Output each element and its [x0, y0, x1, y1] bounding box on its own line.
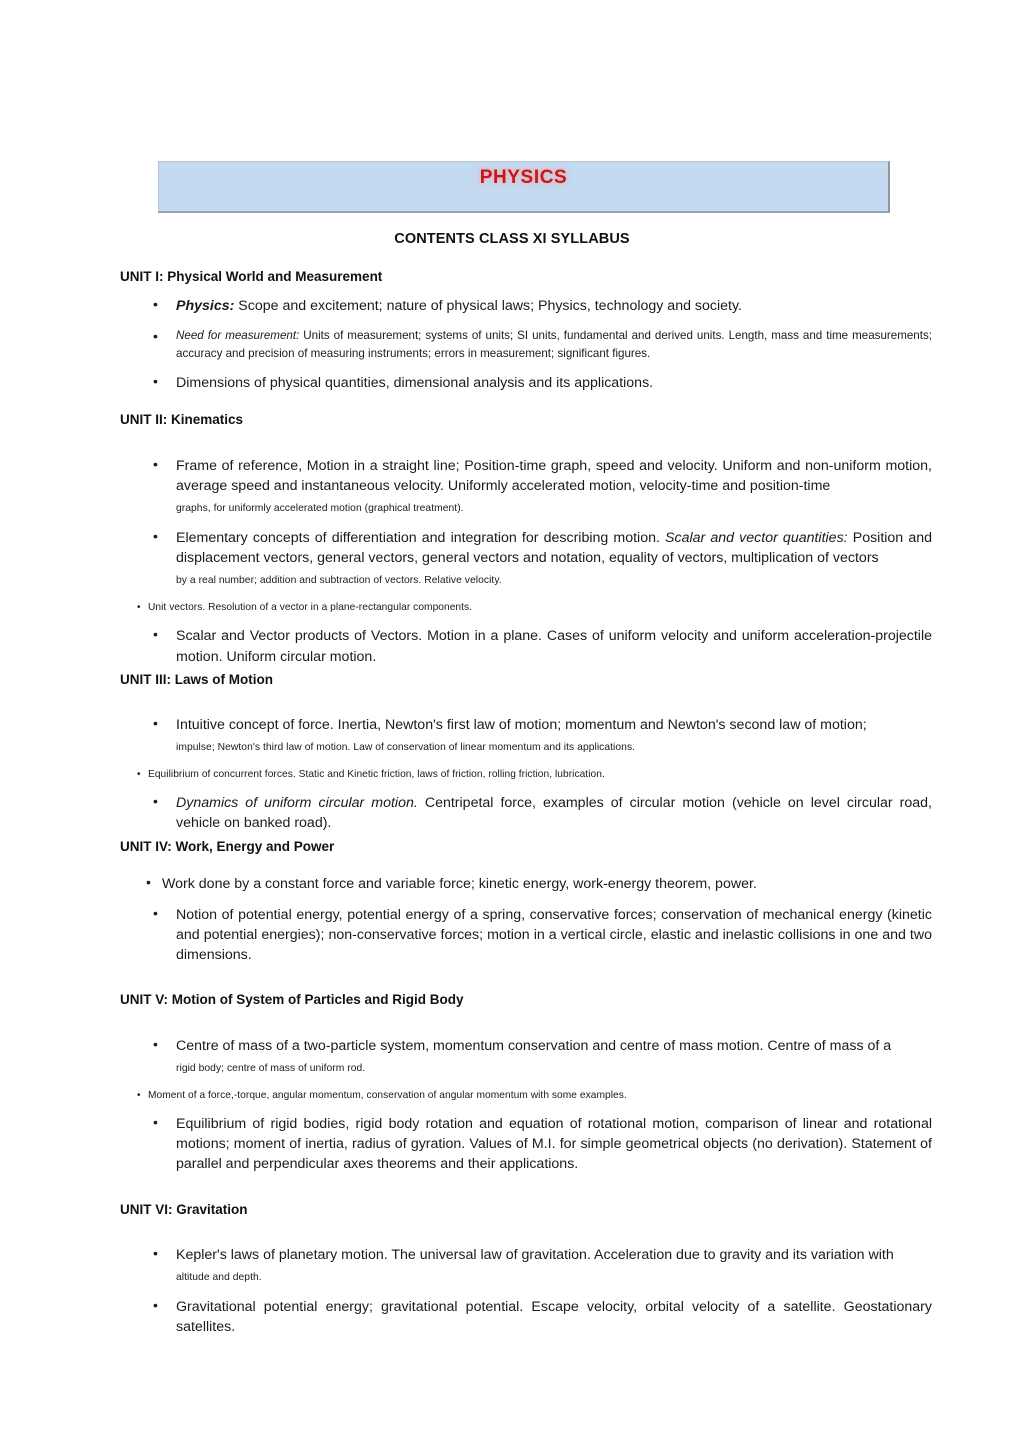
spacer: [120, 1175, 932, 1201]
bullet-text: Units of measurement; systems of units; SI units, fundamental and derived units. Length, mass and time measurements; accuracy and precision of measuring instruments; errors in measurement; significant figures.: [176, 329, 932, 360]
spacer: [120, 362, 932, 373]
bullet-lead-term: Physics:: [176, 298, 235, 315]
syllabus-bullet: [120, 1114, 932, 1174]
unit-bullet-list: [120, 456, 932, 667]
syllabus-bullet: [120, 1088, 932, 1103]
spacer: [120, 589, 932, 600]
unit-heading: UNIT IV: Work, Energy and Power: [120, 838, 335, 854]
bullet-continuation: impulse; Newton's third law of motion. Law of conservation of linear momentum and its applications.: [176, 742, 636, 754]
bullet-continuation: by a real number; addition and subtraction of vectors. Relative velocity.: [176, 575, 502, 587]
page-subtitle: CONTENTS CLASS XI SYLLABUS: [394, 231, 630, 247]
bullet-lead-term: Need for measurement:: [176, 329, 300, 343]
unit-heading: UNIT VI: Gravitation: [120, 1201, 248, 1217]
unit-heading: UNIT II: Kinematics: [120, 412, 244, 428]
bullet-lead-term: Scalar and vector quantities:: [665, 529, 848, 546]
spacer: [120, 1010, 932, 1036]
spacer: [120, 1286, 932, 1297]
bullet-text: Dimensions of physical quantities, dimensional analysis and its applications.: [176, 375, 654, 392]
unit-bullet-list: [120, 715, 932, 834]
syllabus-bullet: [120, 1297, 932, 1337]
banner-title: PHYSICS: [479, 167, 568, 188]
syllabus-bullet: [120, 1036, 932, 1077]
syllabus-bullet: [120, 456, 932, 517]
bullet-text: Equilibrium of rigid bodies, rigid body rotation and equation of rotational motion, comparison of linear and rotational motions; moment of inertia, radius of gyration. Values of M.I. for simple geometrical objects (no derivation). Statement of parallel and perpendicular axes theorems and their applications.: [176, 1116, 932, 1173]
unit-bullet-list: [120, 1036, 932, 1175]
unit-bullet-list: [120, 296, 932, 393]
bullet-continuation: graphs, for uniformly accelerated motion (graphical treatment).: [176, 502, 464, 514]
syllabus-bullet: [120, 905, 932, 965]
bullet-text: Kepler's laws of planetary motion. The universal law of gravitation. Acceleration due to gravity and its variation with: [176, 1246, 894, 1263]
syllabus-bullet: [120, 528, 932, 589]
unit-bullet-list: [120, 874, 932, 966]
spacer: [120, 965, 932, 991]
bullet-text: Centre of mass of a two-particle system, momentum conservation and centre of mass motion. Centre of mass of a: [176, 1037, 892, 1054]
spacer: [120, 689, 932, 715]
spacer: [120, 1103, 932, 1114]
syllabus-content: [120, 268, 932, 1363]
bullet-lead-term: Dynamics of uniform circular motion.: [176, 795, 418, 812]
syllabus-bullet: [120, 327, 932, 362]
spacer: [120, 782, 932, 793]
bullet-text: Centripetal force, examples of circular motion (vehicle on level circular road, vehicle on banked road).: [176, 795, 932, 832]
spacer: [120, 286, 932, 296]
unit-bullet-list: [120, 1245, 932, 1337]
bullet-text: Scalar and Vector products of Vectors. Motion in a plane. Cases of uniform velocity and uniform acceleration-projectile motion. Uniform circular motion.: [176, 628, 932, 665]
bullet-text: Scope and excitement; nature of physical laws; Physics, technology and society.: [234, 298, 742, 315]
spacer: [120, 894, 932, 905]
spacer: [120, 393, 932, 411]
syllabus-bullet: [120, 767, 932, 782]
bullet-text: Frame of reference, Motion in a straight line; Position-time graph, speed and velocity. Uniform and non-uniform motion, average speed and instantaneous velocity. Uniformly accelerated motion, velocity-time and position-time: [176, 457, 932, 494]
syllabus-bullet: [120, 1245, 932, 1286]
unit-heading: UNIT I: Physical World and Measurement: [120, 269, 383, 284]
bullet-text: Gravitational potential energy; gravitational potential. Escape velocity, orbital velocity of a satellite. Geostationary satellites.: [176, 1298, 932, 1336]
spacer: [120, 1077, 932, 1088]
syllabus-bullet: [120, 626, 932, 666]
spacer: [120, 615, 932, 626]
bullet-continuation: rigid body; centre of mass of uniform rod.: [176, 1062, 366, 1074]
spacer: [120, 756, 932, 767]
syllabus-bullet: [120, 373, 932, 393]
bullet-text: Position and displacement vectors, general vectors, general vectors and notation, equality of vectors, multiplication of vectors: [176, 529, 932, 566]
spacer: [120, 1219, 932, 1245]
spacer: [120, 856, 932, 874]
syllabus-bullet: [120, 874, 932, 894]
spacer: [120, 1337, 932, 1363]
bullet-text: Unit vectors. Resolution of a vector in a plane-rectangular components.: [148, 602, 473, 614]
bullet-text: Moment of a force,-torque, angular momentum, conservation of angular momentum with some examples.: [148, 1089, 627, 1101]
bullet-text-before: Elementary concepts of differentiation and integration for describing motion.: [176, 529, 666, 546]
syllabus-bullet: [120, 600, 932, 615]
spacer: [120, 316, 932, 327]
spacer: [120, 517, 932, 528]
syllabus-bullet: [120, 715, 932, 756]
bullet-continuation: altitude and depth.: [176, 1271, 262, 1283]
bullet-text: Work done by a constant force and variable force; kinetic energy, work-energy theorem, power.: [162, 875, 757, 892]
bullet-text: Intuitive concept of force. Inertia, Newton's first law of motion; momentum and Newton's second law of motion;: [176, 716, 867, 733]
bullet-text: Notion of potential energy, potential energy of a spring, conservative forces; conservation of mechanical energy (kinetic and potential energies); non-conservative forces; motion in a vertical circle, elastic and inelastic collisions in one and two dimensions.: [176, 906, 932, 964]
syllabus-bullet: [120, 793, 932, 833]
physics-title-banner: [158, 161, 890, 213]
unit-heading: UNIT V: Motion of System of Particles and Rigid Body: [120, 992, 464, 1008]
bullet-text: Equilibrium of concurrent forces. Static and Kinetic friction, laws of friction, rolling friction, lubrication.: [148, 769, 605, 780]
syllabus-bullet: [120, 296, 932, 316]
unit-heading: UNIT III: Laws of Motion: [120, 671, 273, 687]
spacer: [120, 430, 932, 456]
